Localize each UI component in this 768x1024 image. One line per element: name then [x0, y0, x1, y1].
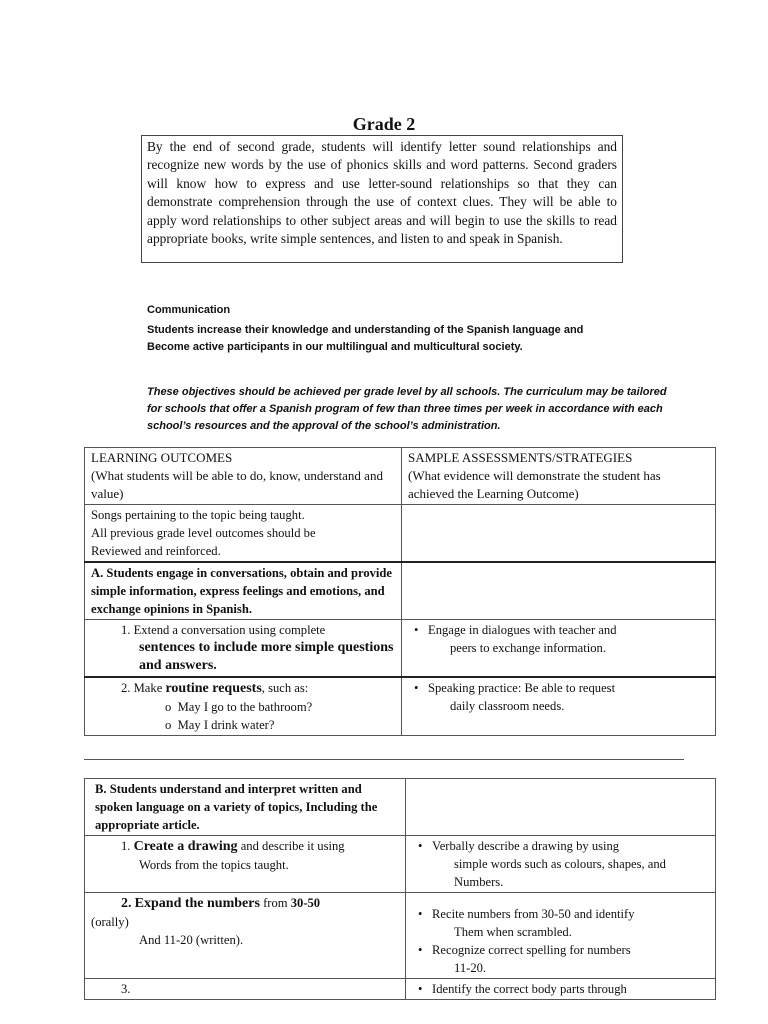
- item-b3-cell: [85, 979, 406, 1000]
- item-line: [91, 894, 399, 913]
- communication-heading: Communication: [147, 304, 231, 316]
- item-text: Words from the topics taught.: [139, 858, 289, 872]
- strategy-text: daily classroom needs.: [450, 699, 565, 713]
- item-b2-cell: [85, 893, 406, 979]
- objectives-line: for schools that offer a Spanish program of few than three times per week in accordance with each: [147, 403, 663, 415]
- divider: [84, 759, 684, 760]
- item-text: And 11-20 (written).: [139, 933, 244, 947]
- strategy-bullet: [412, 980, 709, 998]
- strategy-bullet: [408, 679, 709, 697]
- strategy-b3-cell: [406, 979, 716, 1000]
- sub-marker: o: [165, 718, 172, 732]
- strategy-text: simple words such as colours, shapes, and: [454, 857, 666, 871]
- communication-line: Become active participants in our multilingual and multicultural society.: [147, 341, 523, 353]
- strategy-bullet: [412, 837, 709, 855]
- item-line: [91, 679, 395, 698]
- item-text: Make: [133, 681, 163, 695]
- assessments-header: [402, 448, 716, 505]
- strategy-text: Engage in dialogues with teacher and: [428, 623, 617, 637]
- objectives-line: These objectives should be achieved per grade level by all schools. The curriculum may be tailored: [147, 386, 667, 398]
- item-b1-cell: [85, 836, 406, 893]
- strategy-text: Verbally describe a drawing by using: [432, 839, 620, 853]
- item-text: Extend a conversation using complete: [133, 623, 326, 637]
- item-text: (orally): [91, 915, 129, 929]
- table-header-row: [85, 448, 716, 505]
- strategy-text: 11-20.: [454, 961, 487, 975]
- table-row: [85, 562, 716, 620]
- empty-cell: [402, 505, 716, 563]
- sub-marker: o: [165, 700, 172, 714]
- sub-item-text: May I go to the bathroom?: [177, 700, 313, 714]
- strategy-text: Identify the correct body parts through: [432, 982, 627, 996]
- sub-item-text: May I drink water?: [177, 718, 275, 732]
- strategy-text: Numbers.: [454, 875, 504, 889]
- item-line: [91, 837, 399, 856]
- item-2-cell: [85, 677, 402, 736]
- empty-cell: [402, 562, 716, 620]
- objectives-line: school’s resources and the approval of the school’s administration.: [147, 420, 501, 432]
- item-bold-text: sentences to include more simple questions and answers.: [139, 640, 394, 673]
- sub-item: [91, 698, 395, 716]
- strategy-text: Speaking practice: Be able to request: [428, 681, 616, 695]
- page-title: Grade 2: [352, 114, 416, 134]
- strategy-bullet: [408, 621, 709, 639]
- table-row: [85, 779, 716, 836]
- learning-outcomes-header: [85, 448, 402, 505]
- cell-line: All previous grade level outcomes should be: [91, 526, 316, 540]
- item-1-cell: [85, 620, 402, 678]
- strategy-b2-cell: [406, 893, 716, 979]
- cell-line: Reviewed and reinforced.: [91, 544, 221, 558]
- item-bold-text: routine requests: [165, 681, 262, 696]
- table-row: [85, 979, 716, 1000]
- strategy-2-cell: [402, 677, 716, 736]
- item-line: [91, 621, 395, 639]
- section-a-cell: A. Students engage in conversations, obtain and provide simple information, express feelings and emotions, and exchange opinions in Spanish.: [85, 562, 402, 620]
- item-number: 2.: [121, 896, 132, 911]
- item-number: 1.: [121, 623, 131, 637]
- header-label: SAMPLE ASSESSMENTS/STRATEGIES: [408, 450, 633, 465]
- strategy-bullet: [412, 941, 709, 959]
- strategy-text: Recognize correct spelling for numbers: [432, 943, 631, 957]
- strategy-1-cell: [402, 620, 716, 678]
- outcomes-table-b: [84, 778, 716, 1000]
- empty-cell: [406, 779, 716, 836]
- sub-item: [91, 716, 395, 734]
- strategy-text: Them when scrambled.: [454, 925, 572, 939]
- objectives-note: [147, 384, 667, 435]
- header-sub: (What evidence will demonstrate the student has achieved the Learning Outcome): [408, 468, 661, 501]
- item-text: from: [263, 896, 288, 910]
- outcomes-table: [84, 447, 716, 736]
- item-number: 3.: [121, 982, 131, 996]
- header-sub: (What students will be able to do, know, understand and value): [91, 468, 383, 501]
- item-range: 30-50: [290, 896, 321, 910]
- communication-line: Students increase their knowledge and understanding of the Spanish language and: [147, 324, 584, 336]
- songs-cell: [85, 505, 402, 563]
- intro-box: By the end of second grade, students will identify letter sound relationships and recognize new words by the use of phonics skills and word patterns. Second graders will know how to express and use letter-sound relationships so that they can demonstrate comprehension through the use of context clues. They will be able to apply word relationships to other subject areas and will begin to use the skills to read appropriate books, write simple sentences, and listen to and speak in Spanish.: [141, 135, 623, 263]
- communication-paragraph: [147, 322, 583, 356]
- strategy-text: Recite numbers from 30-50 and identify: [432, 907, 635, 921]
- section-b-cell: B. Students understand and interpret written and spoken language on a variety of topics, Including the appropriate article.: [85, 779, 406, 836]
- item-bold-text: Expand the numbers: [134, 896, 260, 911]
- item-number: 2.: [121, 681, 131, 695]
- item-bold-text: Create a drawing: [133, 839, 238, 854]
- table-row: [85, 620, 716, 678]
- strategy-text: peers to exchange information.: [450, 641, 606, 655]
- item-text: and describe it using: [240, 839, 345, 853]
- item-text: , such as:: [261, 681, 309, 695]
- strategy-b1-cell: [406, 836, 716, 893]
- strategy-bullet: [412, 905, 709, 923]
- header-label: LEARNING OUTCOMES: [91, 450, 233, 465]
- cell-line: Songs pertaining to the topic being taught.: [91, 508, 305, 522]
- table-row: [85, 505, 716, 563]
- table-row: [85, 893, 716, 979]
- item-number: 1.: [121, 839, 131, 853]
- table-row: [85, 836, 716, 893]
- table-row: [85, 677, 716, 736]
